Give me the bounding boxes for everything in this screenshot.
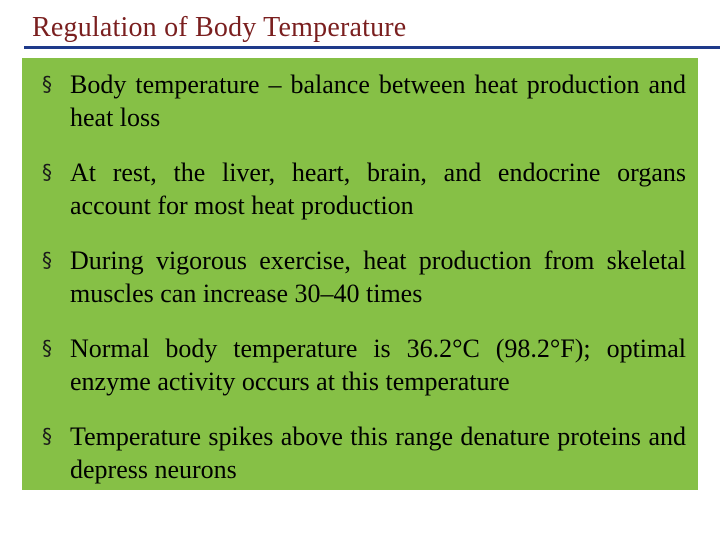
bullet-text: During vigorous exercise, heat production from skeletal muscles can increase 30–40 times — [70, 246, 686, 308]
bullet-marker-icon: § — [42, 424, 52, 448]
bullet-item — [34, 156, 686, 222]
bullet-marker-icon: § — [42, 248, 52, 272]
bullet-marker-icon: § — [42, 336, 52, 360]
bullet-text: At rest, the liver, heart, brain, and endocrine organs account for most heat production — [70, 158, 686, 220]
slide-title: Regulation of Body Temperature — [32, 12, 407, 43]
bullet-marker-icon: § — [42, 160, 52, 184]
bullet-marker-icon: § — [42, 72, 52, 96]
bullet-text: Temperature spikes above this range denature proteins and depress neurons — [70, 422, 686, 484]
bullet-item — [34, 68, 686, 134]
bullet-text: Body temperature – balance between heat production and heat loss — [70, 70, 686, 132]
bullet-item — [34, 420, 686, 486]
bullet-item — [34, 332, 686, 398]
bullet-item — [34, 244, 686, 310]
bullet-text: Normal body temperature is 36.2°C (98.2°F); optimal enzyme activity occurs at this temperature — [70, 334, 686, 396]
title-underline — [24, 46, 720, 49]
bullet-list — [34, 68, 686, 486]
content-panel — [22, 58, 698, 490]
